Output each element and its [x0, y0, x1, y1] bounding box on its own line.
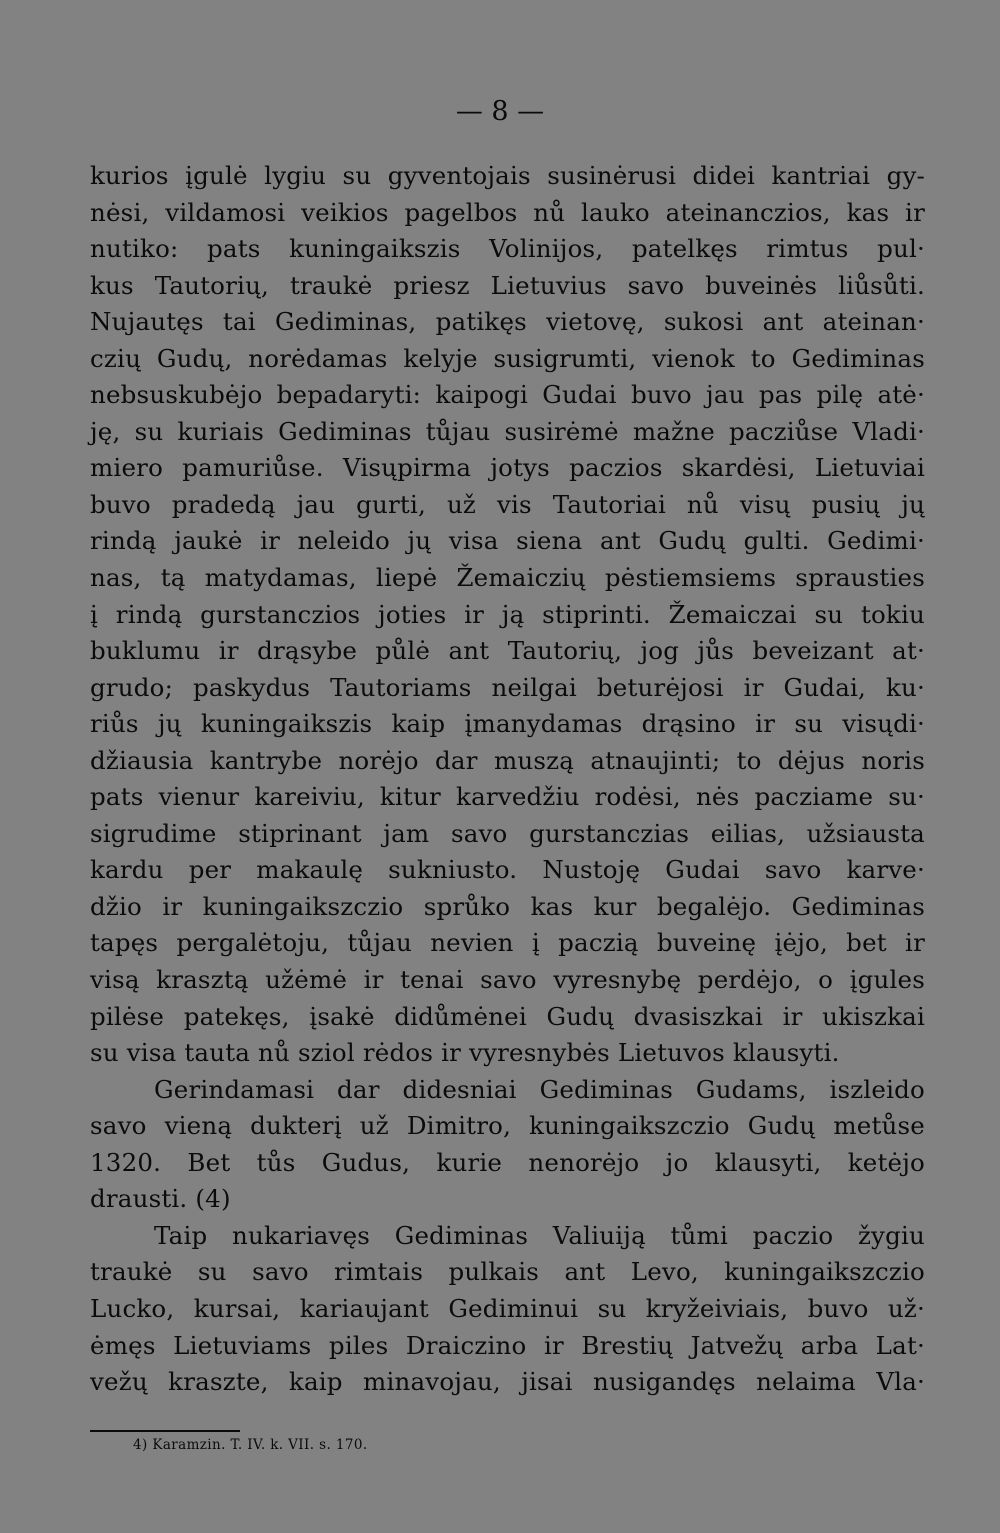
- text-line: džio ir kuningaikszczio sprůko kas kur begalėjo. Gediminas: [90, 891, 925, 921]
- text-line: ję, su kuriais Gediminas tůjau susirėmė mažne pacziůse Vladi·: [90, 416, 925, 446]
- text-line: traukė su savo rimtais pulkais ant Levo, kuningaikszczio: [90, 1257, 925, 1287]
- text-line: Taip nukariavęs Gediminas Valiuiją tůmi paczio žygiu: [154, 1220, 925, 1250]
- text-line: sigrudime stiprinant jam savo gurstanczias eilias, užsiausta: [90, 818, 925, 848]
- text-line: visą krasztą užėmė ir tenai savo vyresnybę perdėjo, o įgules: [90, 965, 925, 995]
- text-line: riůs jų kuningaikszis kaip įmanydamas drąsino ir su visųdi·: [90, 709, 925, 739]
- text-line: czių Gudų, norėdamas kelyje susigrumti, vienok to Gediminas: [90, 343, 925, 373]
- text-line: Lucko, kursai, kariaujant Gediminui su kryžeiviais, buvo už·: [90, 1293, 925, 1323]
- text-line: miero pamuriůse. Visųpirma jotys paczios skardėsi, Lietuviai: [90, 453, 925, 483]
- text-line: kurios įgulė lygiu su gyventojais susinėrusi didei kantriai gy-: [90, 161, 925, 190]
- text-line: Nujautęs tai Gediminas, patikęs vietovę, sukosi ant ateinan·: [90, 307, 925, 337]
- text-line: pats vienur kareiviu, kitur karvedžiu rodėsi, nės pacziame su·: [90, 782, 925, 812]
- text-line: nas, tą matydamas, liepė Žemaiczių pėstiemsiems sprausties: [90, 563, 925, 593]
- text-line: į rindą gurstanczios joties ir ją stiprinti. Žemaiczai su tokiu: [90, 599, 925, 629]
- text-line: ėmęs Lietuviams piles Draiczino ir Brestių Jatvežų arba Lat·: [90, 1330, 925, 1360]
- text-line: kardu per makaulę sukniusto. Nustoję Gudai savo karve·: [90, 855, 925, 885]
- text-line: nutiko: pats kuningaikszis Volinijos, patelkęs rimtus pul·: [90, 234, 925, 264]
- body-text: [90, 158, 925, 1401]
- footnote: 4) Karamzin. T. IV. k. VII. s. 170.: [133, 1437, 368, 1453]
- footnote-rule: [90, 1430, 240, 1432]
- text-line: kus Tautorių, traukė priesz Lietuvius savo buveinės liůsůti.: [90, 270, 925, 300]
- text-line: nebsuskubėjo bepadaryti: kaipogi Gudai buvo jau pas pilę atė·: [90, 380, 925, 410]
- text-line: savo vieną dukterį už Dimitro, kuningaikszczio Gudų metůse: [90, 1111, 925, 1141]
- text-line: pilėse patekęs, įsakė didůmėnei Gudų dvasiszkai ir ukiszkai: [90, 1001, 925, 1031]
- text-line: buvo pradedą jau gurti, už vis Tautoriai nů visų pusių jų: [90, 489, 925, 519]
- text-line: vežų kraszte, kaip minavojau, jisai nusigandęs nelaima Vla·: [90, 1367, 925, 1397]
- text-line: Gerindamasi dar didesniai Gediminas Gudams, iszleido: [154, 1074, 925, 1104]
- text-line: buklumu ir drąsybe půlė ant Tautorių, jog jůs beveizant at·: [90, 636, 925, 666]
- text-line: džiausia kantrybe norėjo dar muszą atnaujinti; to dėjus noris: [90, 745, 925, 775]
- text-line: nėsi, vildamosi veikios pagelbos nů lauko ateinanczios, kas ir: [90, 197, 925, 227]
- text-line: grudo; paskydus Tautoriams neilgai beturėjosi ir Gudai, ku·: [90, 672, 925, 702]
- text-line: tapęs pergalėtoju, tůjau nevien į paczią buveinę įėjo, bet ir: [90, 928, 925, 958]
- text-line: rindą jaukė ir neleido jų visa siena ant Gudų gulti. Gedimi·: [90, 526, 925, 556]
- text-line: 1320. Bet tůs Gudus, kurie nenorėjo jo klausyti, ketėjo: [90, 1147, 925, 1177]
- text-line: su visa tauta nů sziol rėdos ir vyresnybės Lietuvos klausyti.: [90, 1038, 840, 1068]
- page-number: — 8 —: [455, 96, 545, 127]
- text-line: drausti. (4): [90, 1184, 231, 1214]
